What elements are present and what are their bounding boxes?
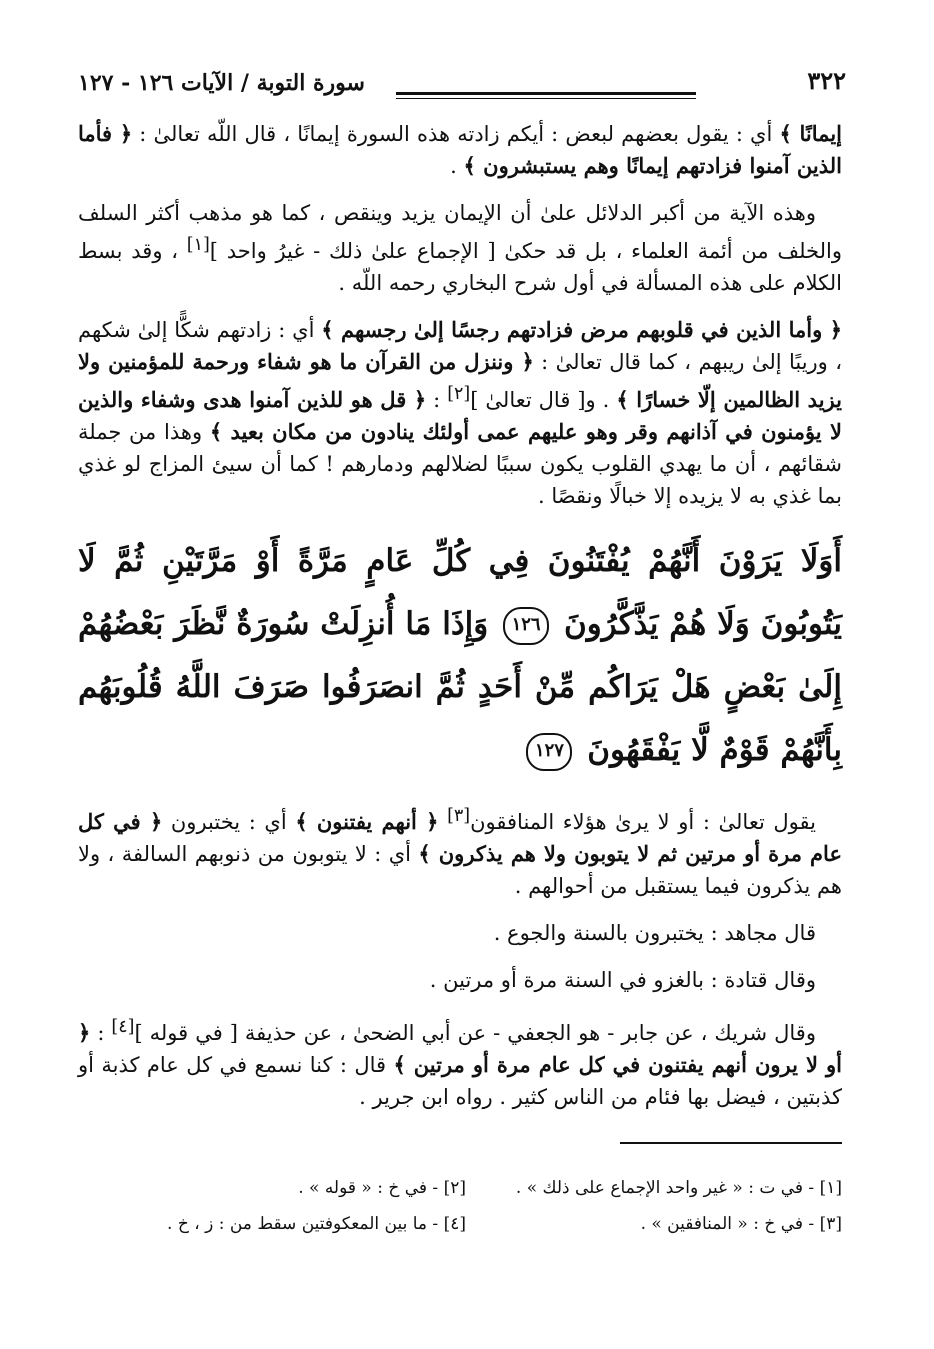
quran-quote: ﴿ فأما الذين آمنوا فزادتهم إيمانًا وهم يستبشرون ﴾ [78, 121, 842, 178]
footnote-ref: [٣] [447, 806, 471, 826]
footnote-ref: [٤] [111, 1017, 135, 1037]
page-number: ٣٢٢ [807, 66, 846, 95]
commentary-text: قال : كنا نسمع في كل عام كذبة أو كذبتين ، فيضل بها فئام من الناس كثير . رواه ابن جرير . [78, 1053, 842, 1109]
quran-quote: ﴿ أو لا يرون أنهم يفتنون في كل عام مرة أو مرتين ﴾ [78, 1020, 842, 1077]
quran-quote: ﴿ وأما الذين في قلوبهم مرض فزادتهم رجسًا إلىٰ رجسهم ﴾ [321, 317, 842, 342]
footnote-ref: [١] [186, 235, 210, 255]
paragraph-5 [78, 917, 842, 949]
header-rule-thin [396, 98, 696, 99]
commentary-text: . و[ قال تعالىٰ ] [470, 388, 617, 412]
commentary-text: وهذا من جملة شقائهم ، أن ما يهدي القلوب يكون سببًا لضلالهم ودمارهم ! كما أن سيئ المزاج لو غذي بما غذي به لا يزيده إلا خبالًا ونقصًا . [78, 420, 842, 508]
footnotes [90, 1170, 842, 1242]
page-body [78, 118, 842, 1128]
paragraph-4 [78, 800, 842, 902]
footnote-row [90, 1170, 842, 1206]
commentary-text: وهذه الآية من أكبر الدلائل علىٰ أن الإيمان يزيد وينقص ، كما هو مذهب أكثر السلف والخلف من أئمة العلماء ، بل قد حكىٰ [ الإجماع علىٰ ذلك - غيرُ واحد ] [78, 201, 842, 263]
paragraph-7 [78, 1011, 842, 1113]
page-header [78, 62, 856, 106]
commentary-text: أي : يقول بعضهم لبعض : أيكم زادته هذه السورة إيمانًا ، قال اللّه تعالىٰ : [132, 122, 780, 146]
header-rule [396, 92, 696, 95]
footnote-4: [٤] - ما بين المعكوفتين سقط من : ز ، خ . [167, 1214, 466, 1234]
commentary-text [438, 810, 447, 834]
commentary-text: يقول تعالىٰ : أو لا يرىٰ هؤلاء المنافقون [470, 810, 817, 834]
commentary-text: : [90, 1021, 112, 1045]
footnote-ref: [٢] [447, 384, 471, 404]
commentary-text: . [450, 154, 464, 178]
quran-quote: ﴿ قل هو للذين آمنوا هدى وشفاء والذين لا يؤمنون في آذانهم وقر وهو عليهم عمى أولئك ينادون من مكان بعيد ﴾ [78, 387, 842, 444]
footnote-3: [٣] - في خ : « المنافقين » . [640, 1214, 842, 1234]
commentary-text: أي : يختبرون [162, 810, 296, 834]
footnote-1: [١] - في ت : « غير واحد الإجماع على ذلك » . [515, 1178, 842, 1198]
commentary-text: وقال شريك ، عن جابر - هو الجعفي - عن أبي الضحىٰ ، عن حذيفة [ في قوله ] [134, 1021, 816, 1045]
commentary-text: أي : زادتهم شكًّا إلىٰ شكهم ، وريبًا إلىٰ ريبهم ، كما قال تعالىٰ : [78, 318, 842, 374]
quran-quote: ﴿ وننزل من القرآن ما هو شفاء ورحمة للمؤمنين ولا يزيد الظالمين إلّا خسارًا ﴾ [78, 349, 842, 412]
ayah-number-marker: ١٢٦ [503, 607, 549, 645]
verse-127: وَإِذَا مَا أُنزِلَتْ سُورَةٌ نَّظَرَ بَعْضُهُمْ إِلَىٰ بَعْضٍ هَلْ يَرَاكُم مِّنْ أَحَدٍ ثُمَّ انصَرَفُوا صَرَفَ اللَّهُ قُلُوبَهُم بِأَنَّهُمْ قَوْمٌ لَّا يَفْقَهُونَ [78, 606, 842, 768]
ayah-number-marker: ١٢٧ [526, 733, 572, 771]
commentary-text: ، وقد بسط الكلام على هذه المسألة في أول شرح البخاري رحمه اللّه . [78, 239, 842, 295]
paragraph-2 [78, 197, 842, 299]
commentary-text: وقال قتادة : بالغزو في السنة مرة أو مرتين . [429, 968, 816, 992]
footnote-row [90, 1206, 842, 1242]
commentary-text: : [426, 388, 448, 412]
paragraph-3 [78, 314, 842, 512]
footnote-separator [620, 1142, 842, 1144]
quran-quote: ﴿ في كل عام مرة أو مرتين ثم لا يتوبون ولا هم يذكرون ﴾ [78, 809, 842, 866]
verse-126: أَوَلَا يَرَوْنَ أَنَّهُمْ يُفْتَنُونَ فِي كُلِّ عَامٍ مَرَّةً أَوْ مَرَّتَيْنِ ثُمَّ لَا يَتُوبُونَ وَلَا هُمْ يَذَّكَّرُونَ [78, 543, 842, 642]
paragraph-1 [78, 118, 842, 182]
paragraph-6 [78, 964, 842, 996]
quran-quote: إيمانًا ﴾ [779, 121, 842, 146]
quran-verses [78, 530, 842, 782]
footnote-2: [٢] - في خ : « قوله » . [298, 1178, 466, 1198]
commentary-text: قال مجاهد : يختبرون بالسنة والجوع . [493, 921, 816, 945]
running-title: سورة التوبة / الآيات ١٢٦ - ١٢٧ [78, 70, 365, 96]
commentary-text: أي : لا يتوبون من ذنوبهم السالفة ، ولا هم يذكرون فيما يستقبل من أحوالهم . [78, 842, 842, 898]
quran-quote: ﴿ أنهم يفتنون ﴾ [295, 809, 439, 834]
